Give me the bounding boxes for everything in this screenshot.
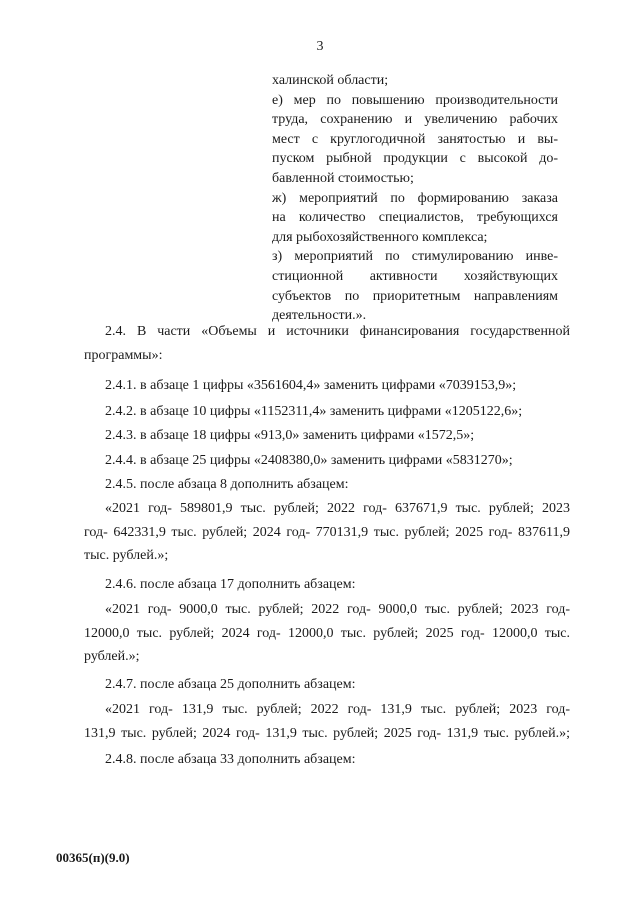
text-line: год- 642331,9 тыс. рублей; 2024 год- 770131,9 тыс. рублей; 2025 год- 837611,9 [84,524,570,540]
text-line: халинской области; [272,73,389,88]
text-line: тыс. рублей.»; [84,548,169,563]
paragraph-2-4 [84,320,570,367]
page-number: 3 [316,39,324,54]
paragraph-2-4-4 [84,449,570,473]
quoted-list-continuation [272,71,558,326]
text-line: «2021 год- 131,9 тыс. рублей; 2022 год- 131,9 тыс. рублей; 2023 год- [105,702,570,717]
text-line: деятельности.». [272,308,367,324]
text-line: 2.4.2. в абзаце 10 цифры «1152311,4» заменить цифрами «1205122,6»; [105,404,523,419]
text-line: 131,9 тыс. рублей; 2024 год- 131,9 тыс. рублей; 2025 год- 131,9 тыс. рублей.»; [84,725,570,741]
text-line: 2.4.5. после абзаца 8 дополнить абзацем: [105,477,349,492]
text-line: 2.4.1. в абзаце 1 цифры «3561604,4» заменить цифрами «7039153,9»; [105,378,517,393]
paragraph-2-4-8 [84,748,570,772]
paragraph-2-4-5-quote [84,497,570,568]
paragraph-2-4-7 [84,673,570,697]
text-line: 2.4.3. в абзаце 18 цифры «913,0» заменить цифрами «1572,5»; [105,428,475,443]
text-line: е) мер по повышению производительности [272,92,558,108]
text-line: для рыбохозяйственного комплекса; [272,229,488,245]
text-line: 2.4.4. в абзаце 25 цифры «2408380,0» заменить цифрами «5831270»; [105,453,513,468]
paragraph-2-4-3 [84,424,570,448]
text-line: «2021 год- 9000,0 тыс. рублей; 2022 год- 9000,0 тыс. рублей; 2023 год- [105,602,570,617]
text-line: «2021 год- 589801,9 тыс. рублей; 2022 год- 637671,9 тыс. рублей; 2023 [105,501,570,516]
text-line: 2.4.7. после абзаца 25 дополнить абзацем: [105,677,356,692]
text-line: субъектов по приоритетным направлениям [272,288,558,304]
text-line: ж) мероприятий по формированию заказа [272,190,558,206]
text-line: 12000,0 тыс. рублей; 2024 год- 12000,0 тыс. рублей; 2025 год- 12000,0 тыс. [84,625,570,641]
paragraph-2-4-6 [84,573,570,597]
text-line: труда, сохранению и увеличению рабочих [272,112,558,128]
text-line: программы»: [84,347,163,363]
text-line: 2.4.8. после абзаца 33 дополнить абзацем: [105,752,356,767]
text-line: стиционной активности хозяйствующих [272,268,558,284]
text-line: 2.4.6. после абзаца 17 дополнить абзацем: [105,577,356,592]
text-line: пуском рыбной продукции с высокой до- [272,151,558,167]
text-line: рублей.»; [84,649,140,664]
paragraph-2-4-6-quote [84,598,570,669]
paragraph-2-4-7-quote [84,698,570,745]
text-line: мест с круглогодичной занятостью и вы- [272,131,558,147]
paragraph-2-4-1 [84,374,570,398]
paragraph-2-4-5 [84,473,570,497]
text-line: 2.4. В части «Объемы и источники финансирования государственной [105,324,570,339]
document-code: 00365(п)(9.0) [56,850,130,865]
text-line: з) мероприятий по стимулированию инве- [272,249,558,265]
text-line: на количество специалистов, требующихся [272,210,558,226]
paragraph-2-4-2 [84,400,570,424]
text-line: бавленной стоимостью; [272,170,414,186]
